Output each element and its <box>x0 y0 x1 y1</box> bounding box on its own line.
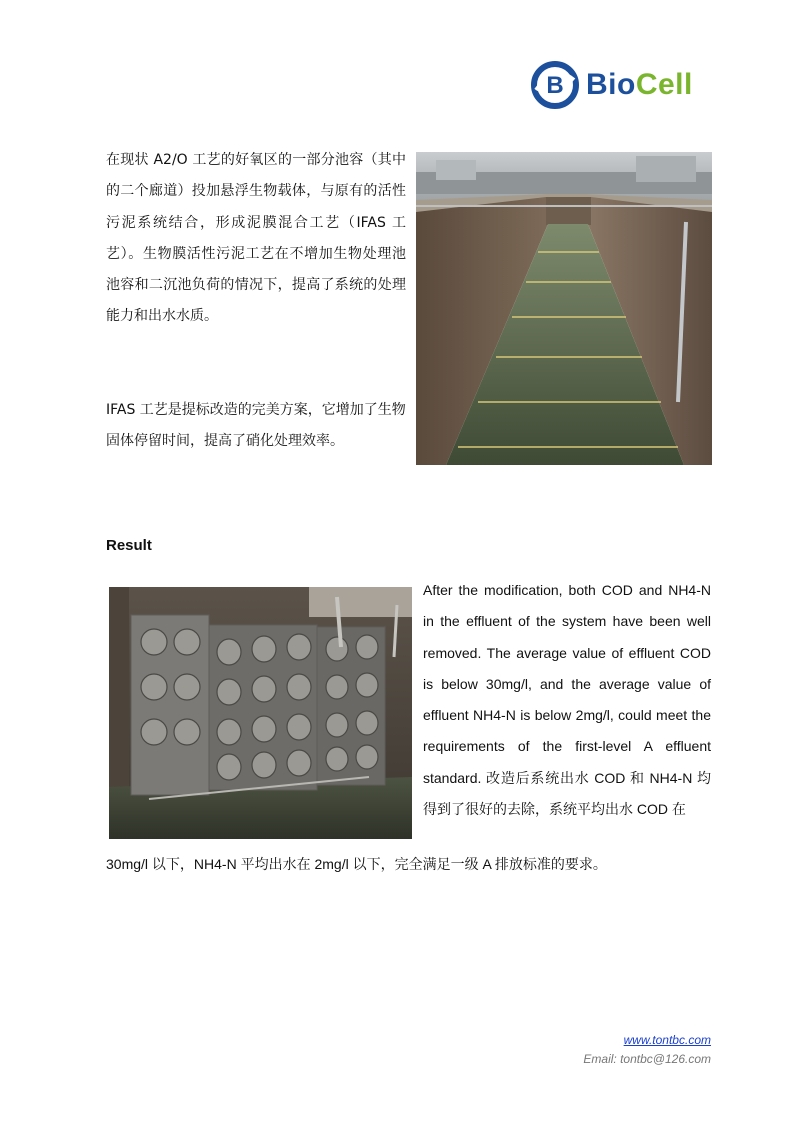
intro-paragraph-1: 在现状 A2/O 工艺的好氧区的一部分池容（其中的二个廊道）投加悬浮生物载体，与原有的活性污泥系统结合，形成泥膜混合工艺（IFAS 工艺）。生物膜活性污泥工艺在不增加生物处理池池容和二沉池负荷的情况下，提高了系统的处理能力和出水水质。 <box>106 152 406 325</box>
email-text: Email: tontbc@126.com <box>583 1052 711 1066</box>
carrier-module-photo <box>109 587 412 839</box>
intro-paragraph-2: IFAS 工艺是提标改造的完美方案，它增加了生物固体停留时间，提高了硝化处理效率。 <box>106 402 406 450</box>
biocell-logo-icon <box>530 60 580 110</box>
result-paragraph: After the modification, both COD and NH4-N in the effluent of the system have been well removed. The average value of effluent COD is below 30mg/l, and the average value of effluent NH4-N is below 2mg/l, could meet the requirements of the first-level A effluent standard. 改造后系统出水 COD 和 NH4-N 均得到了很好的去除，系统平均出水 COD 在 <box>423 582 711 818</box>
brand-name-bio: Bio <box>586 68 636 101</box>
logo-letter: B <box>546 72 564 99</box>
aeration-tank-photo <box>416 152 712 465</box>
brand-logo <box>530 60 710 110</box>
website-link[interactable]: www.tontbc.com <box>623 1033 711 1047</box>
brand-name-cell: Cell <box>635 68 693 101</box>
brand-wordmark <box>586 68 693 102</box>
result-paragraph-continuation: 30mg/l 以下，NH4-N 平均出水在 2mg/l 以下，完全满足一级 A 排放标准的要求。 <box>106 856 607 872</box>
result-heading: Result <box>106 537 152 554</box>
